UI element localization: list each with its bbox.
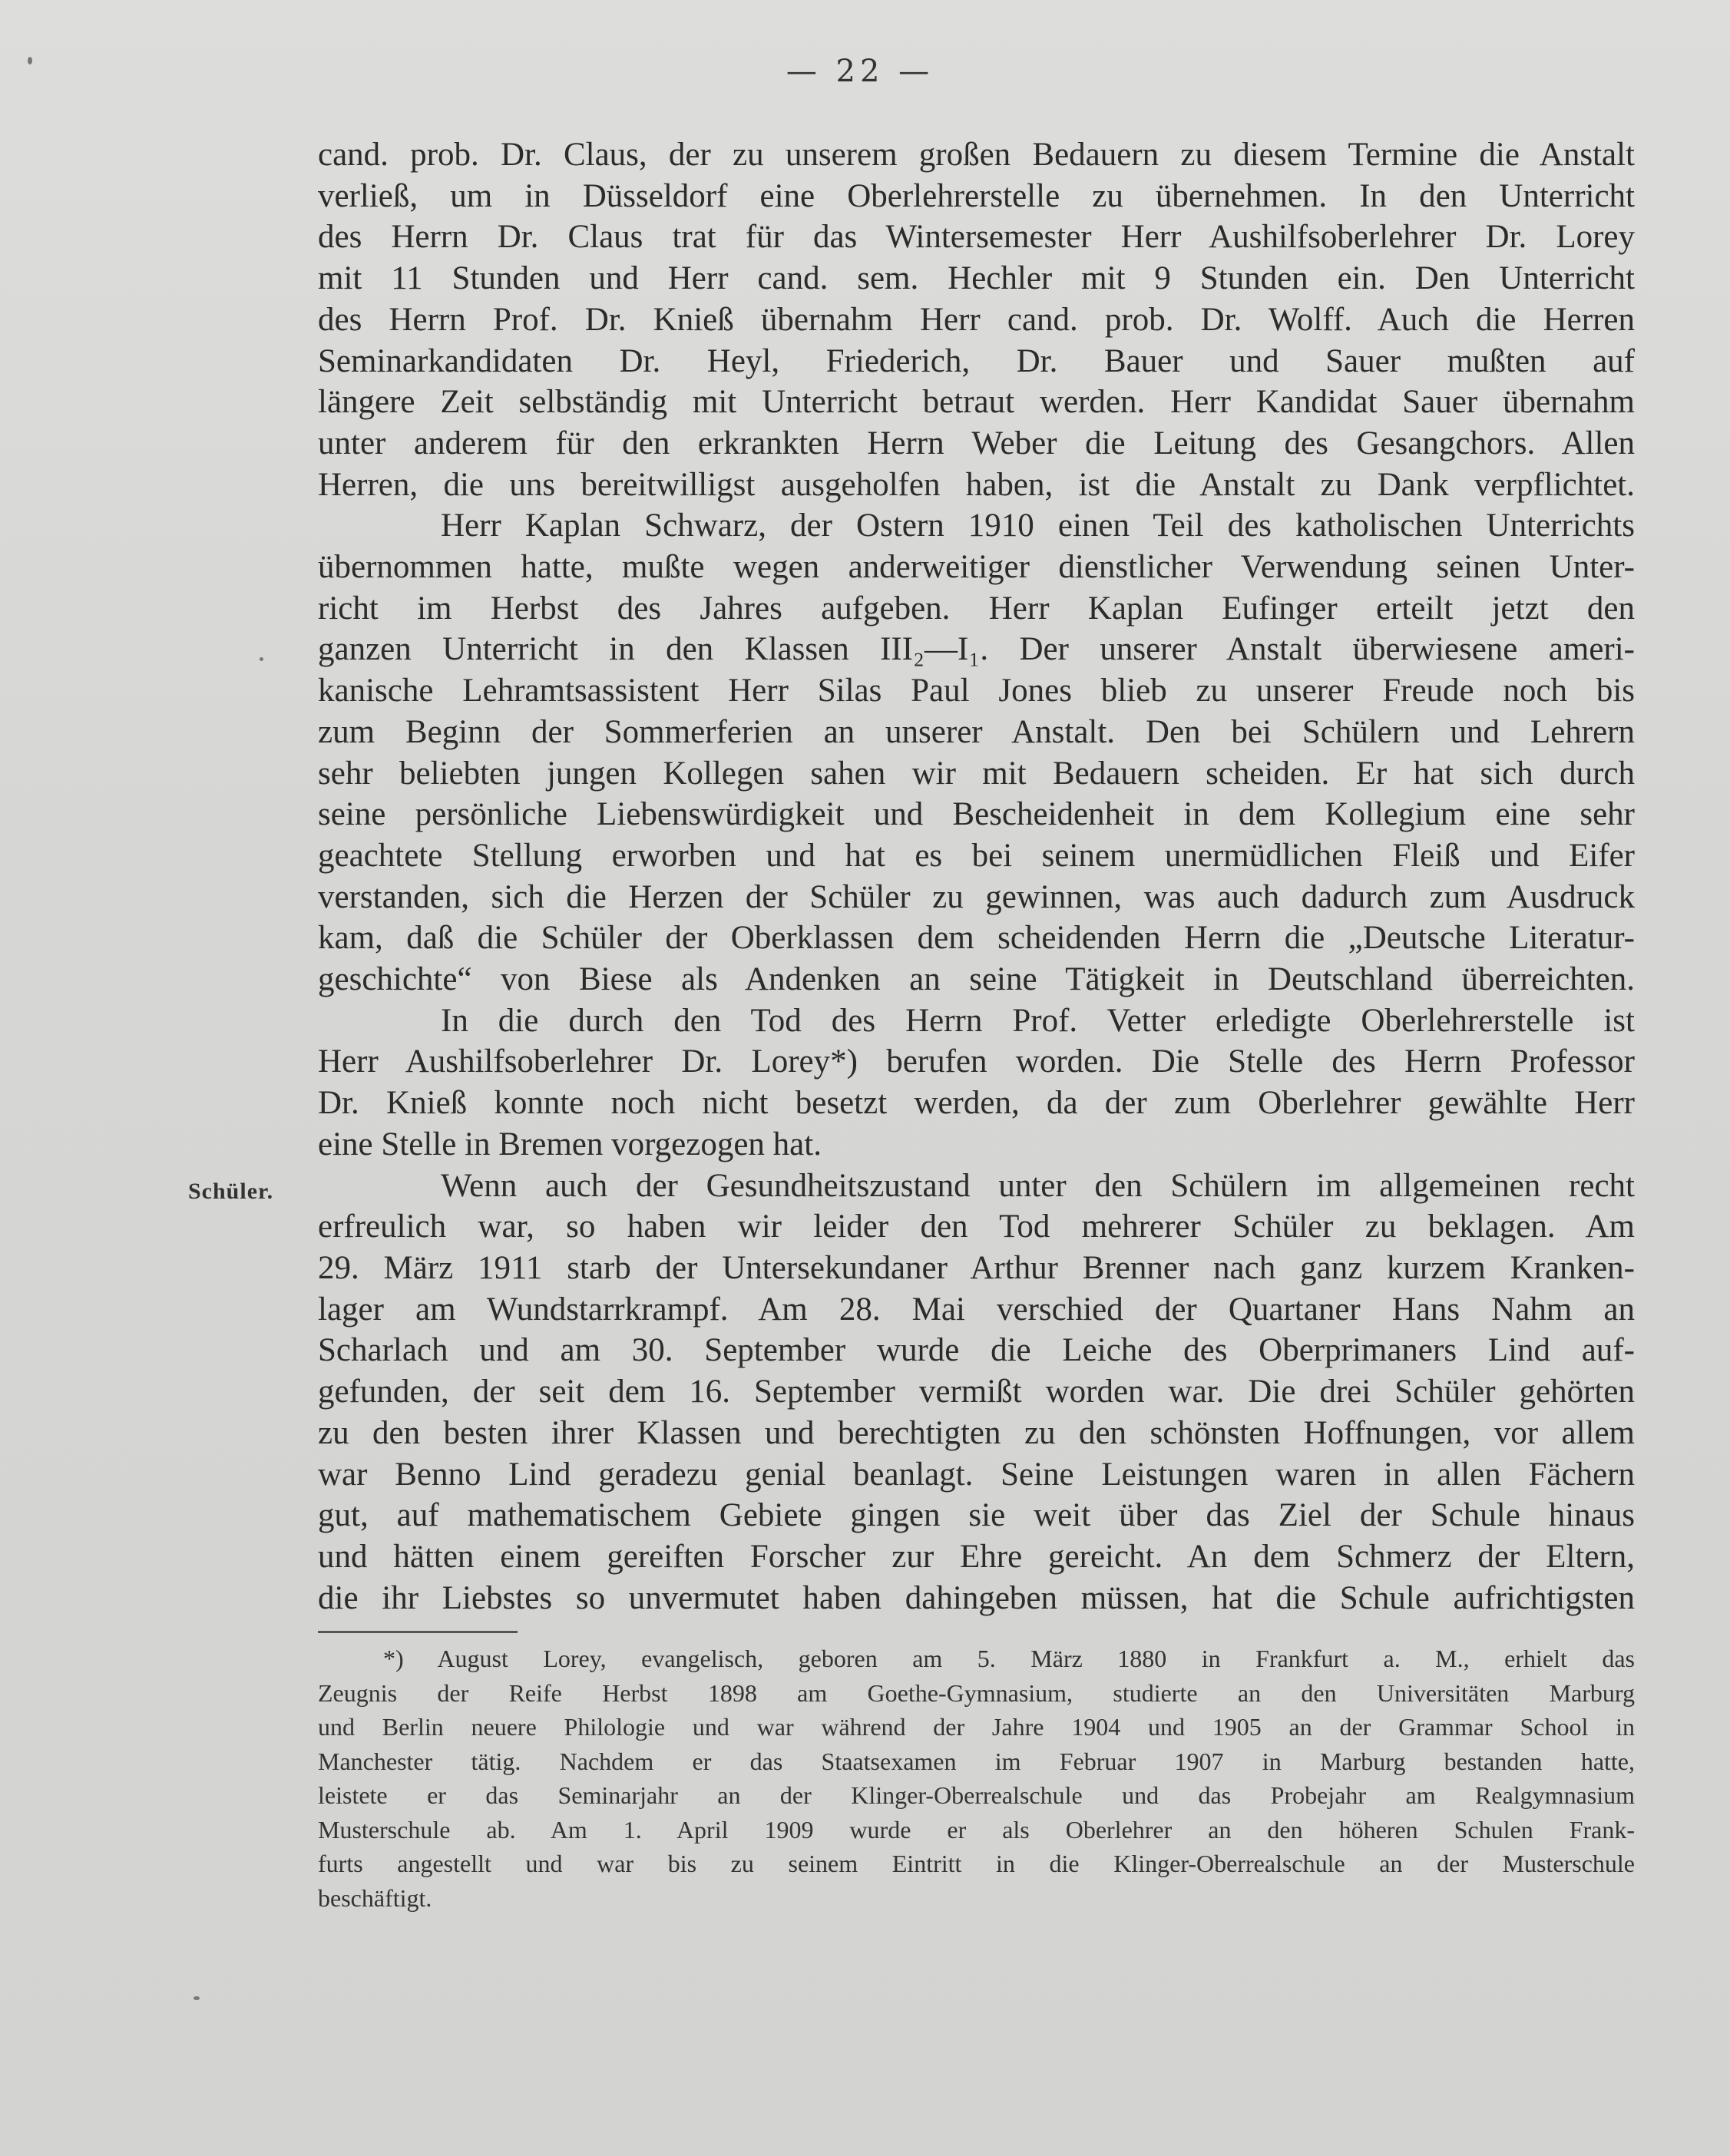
text-line: kam, daß die Schüler der Oberklassen dem scheidenden Herrn die „Deutsche Literatur- [318, 920, 1635, 957]
page-number: — 22 — [786, 54, 934, 89]
footnote-line: und Berlin neuere Philologie und war während der Jahre 1904 und 1905 an der Grammar School in [318, 1713, 1635, 1741]
main-text [318, 134, 1635, 1619]
text-line: gut, auf mathematischem Gebiete gingen sie weit über das Ziel der Schule hinaus [318, 1497, 1635, 1534]
text-line: die ihr Liebstes so unvermutet haben dahingeben müssen, hat die Schule aufrichtigsten [318, 1579, 1635, 1616]
text-line: geachtete Stellung erworben und hat es bei seinem unermüdlichen Fleiß und Eifer [318, 837, 1635, 874]
text-line: richt im Herbst des Jahres aufgeben. Herr Kaplan Eufinger erteilt jetzt den [318, 590, 1635, 627]
text-line: unter anderem für den erkrankten Herrn Weber die Leitung des Gesangchors. Allen [318, 425, 1635, 461]
text-line: geschichte“ von Biese als Andenken an seine Tätigkeit in Deutschland überreichten. [318, 961, 1635, 998]
paragraph-appointment [318, 1000, 1635, 1166]
text-line: lager am Wundstarrkrampf. Am 28. Mai verschied der Quartaner Hans Nahm an [318, 1291, 1635, 1328]
footnote-line: leistete er das Seminarjahr an der Klinger-Oberrealschule und das Probejahr am Realgymnasium [318, 1781, 1635, 1809]
text-line: Scharlach und am 30. September wurde die Leiche des Oberprimaners Lind auf- [318, 1332, 1635, 1369]
text-line: des Herrn Prof. Dr. Knieß übernahm Herr cand. prob. Dr. Wolff. Auch die Herren [318, 301, 1635, 338]
paragraph-students [318, 1166, 1635, 1619]
footnote-line: Zeugnis der Reife Herbst 1898 am Goethe-Gymnasium, studierte an den Universitäten Marburg [318, 1678, 1635, 1707]
paragraph-staff [318, 134, 1635, 505]
footnote [318, 1642, 1635, 1915]
footnote-line: *) August Lorey, evangelisch, geboren am 5. März 1880 in Frankfurt a. M., erhielt das [383, 1645, 1635, 1672]
text-line: erfreulich war, so haben wir leider den Tod mehrerer Schüler zu beklagen. Am [318, 1209, 1635, 1245]
text-line: ganzen Unterricht in den Klassen III₂—I₁. Der unserer Anstalt überwiesene ameri- [318, 631, 1635, 668]
text-line: Wenn auch der Gesundheitszustand unter den Schülern im allgemeinen recht [441, 1167, 1635, 1204]
text-line: übernommen hatte, mußte wegen anderweitiger dienstlicher Verwendung seinen Unter- [318, 549, 1635, 586]
text-line: mit 11 Stunden und Herr cand. sem. Hechler mit 9 Stunden ein. Den Unterricht [318, 260, 1635, 297]
scan-speck [194, 1996, 200, 2000]
text-line: gefunden, der seit dem 16. September vermißt worden war. Die drei Schüler gehörten [318, 1374, 1635, 1410]
text-line: seine persönliche Liebenswürdigkeit und Bescheidenheit in dem Kollegium eine sehr [318, 796, 1635, 833]
scan-speck [260, 657, 263, 661]
footnote-line: Manchester tätig. Nachdem er das Staatsexamen im Februar 1907 in Marburg bestanden hatte, [318, 1747, 1635, 1775]
text-line: Herr Kaplan Schwarz, der Ostern 1910 einen Teil des katholischen Unterrichts [441, 508, 1635, 544]
text-line: längere Zeit selbständig mit Unterricht betraut werden. Herr Kandidat Sauer übernahm [318, 384, 1635, 421]
text-line: Seminarkandidaten Dr. Heyl, Friederich, Dr. Bauer und Sauer mußten auf [318, 342, 1635, 379]
text-line: cand. prob. Dr. Claus, der zu unserem großen Bedauern zu diesem Termine die Anstalt [318, 137, 1635, 173]
text-line: sehr beliebten jungen Kollegen sahen wir mit Bedauern scheiden. Er hat sich durch [318, 755, 1635, 792]
text-line: des Herrn Dr. Claus trat für das Wintersemester Herr Aushilfsoberlehrer Dr. Lorey [318, 219, 1635, 256]
footnote-line: furts angestellt und war bis zu seinem Eintritt in die Klinger-Oberrealschule an der Musterschule [318, 1850, 1635, 1877]
text-line: war Benno Lind geradezu genial beanlagt. Seine Leistungen waren in allen Fächern [318, 1456, 1635, 1493]
text-line: eine Stelle in Bremen vorgezogen hat. [318, 1126, 822, 1162]
paragraph-assistant [318, 505, 1635, 1000]
text-line: Dr. Knieß konnte noch nicht besetzt werden, da der zum Oberlehrer gewählte Herr [318, 1085, 1635, 1122]
footnote-line: beschäftigt. [318, 1883, 432, 1912]
scan-speck [28, 57, 32, 64]
footnote-line: Musterschule ab. Am 1. April 1909 wurde er als Oberlehrer an den höheren Schulen Frank- [318, 1815, 1635, 1844]
text-line: Herren, die uns bereitwilligst ausgeholfen haben, ist die Anstalt zu Dank verpflichtet. [318, 466, 1635, 503]
text-line: verließ, um in Düsseldorf eine Oberlehrerstelle zu übernehmen. In den Unterricht [318, 177, 1635, 214]
text-line: und hätten einem gereiften Forscher zur Ehre gereicht. An dem Schmerz der Eltern, [318, 1538, 1635, 1575]
text-line: zum Beginn der Sommerferien an unserer Anstalt. Den bei Schülern und Lehrern [318, 713, 1635, 750]
text-line: 29. März 1911 starb der Untersekundaner Arthur Brenner nach ganz kurzem Kranken- [318, 1249, 1635, 1286]
text-line: verstanden, sich die Herzen der Schüler zu gewinnen, was auch dadurch zum Ausdruck [318, 878, 1635, 915]
footnote-divider [318, 1631, 518, 1633]
text-line: kanische Lehramtsassistent Herr Silas Paul Jones blieb zu unserer Freude noch bis [318, 673, 1635, 709]
margin-note-schueler: Schüler. [188, 1179, 274, 1204]
text-line: zu den besten ihrer Klassen und berechtigten zu den schönsten Hoffnungen, vor allem [318, 1414, 1635, 1451]
text-line: Herr Aushilfsoberlehrer Dr. Lorey*) berufen worden. Die Stelle des Herrn Professor [318, 1043, 1635, 1080]
text-line: In die durch den Tod des Herrn Prof. Vetter erledigte Oberlehrerstelle ist [441, 1002, 1635, 1039]
